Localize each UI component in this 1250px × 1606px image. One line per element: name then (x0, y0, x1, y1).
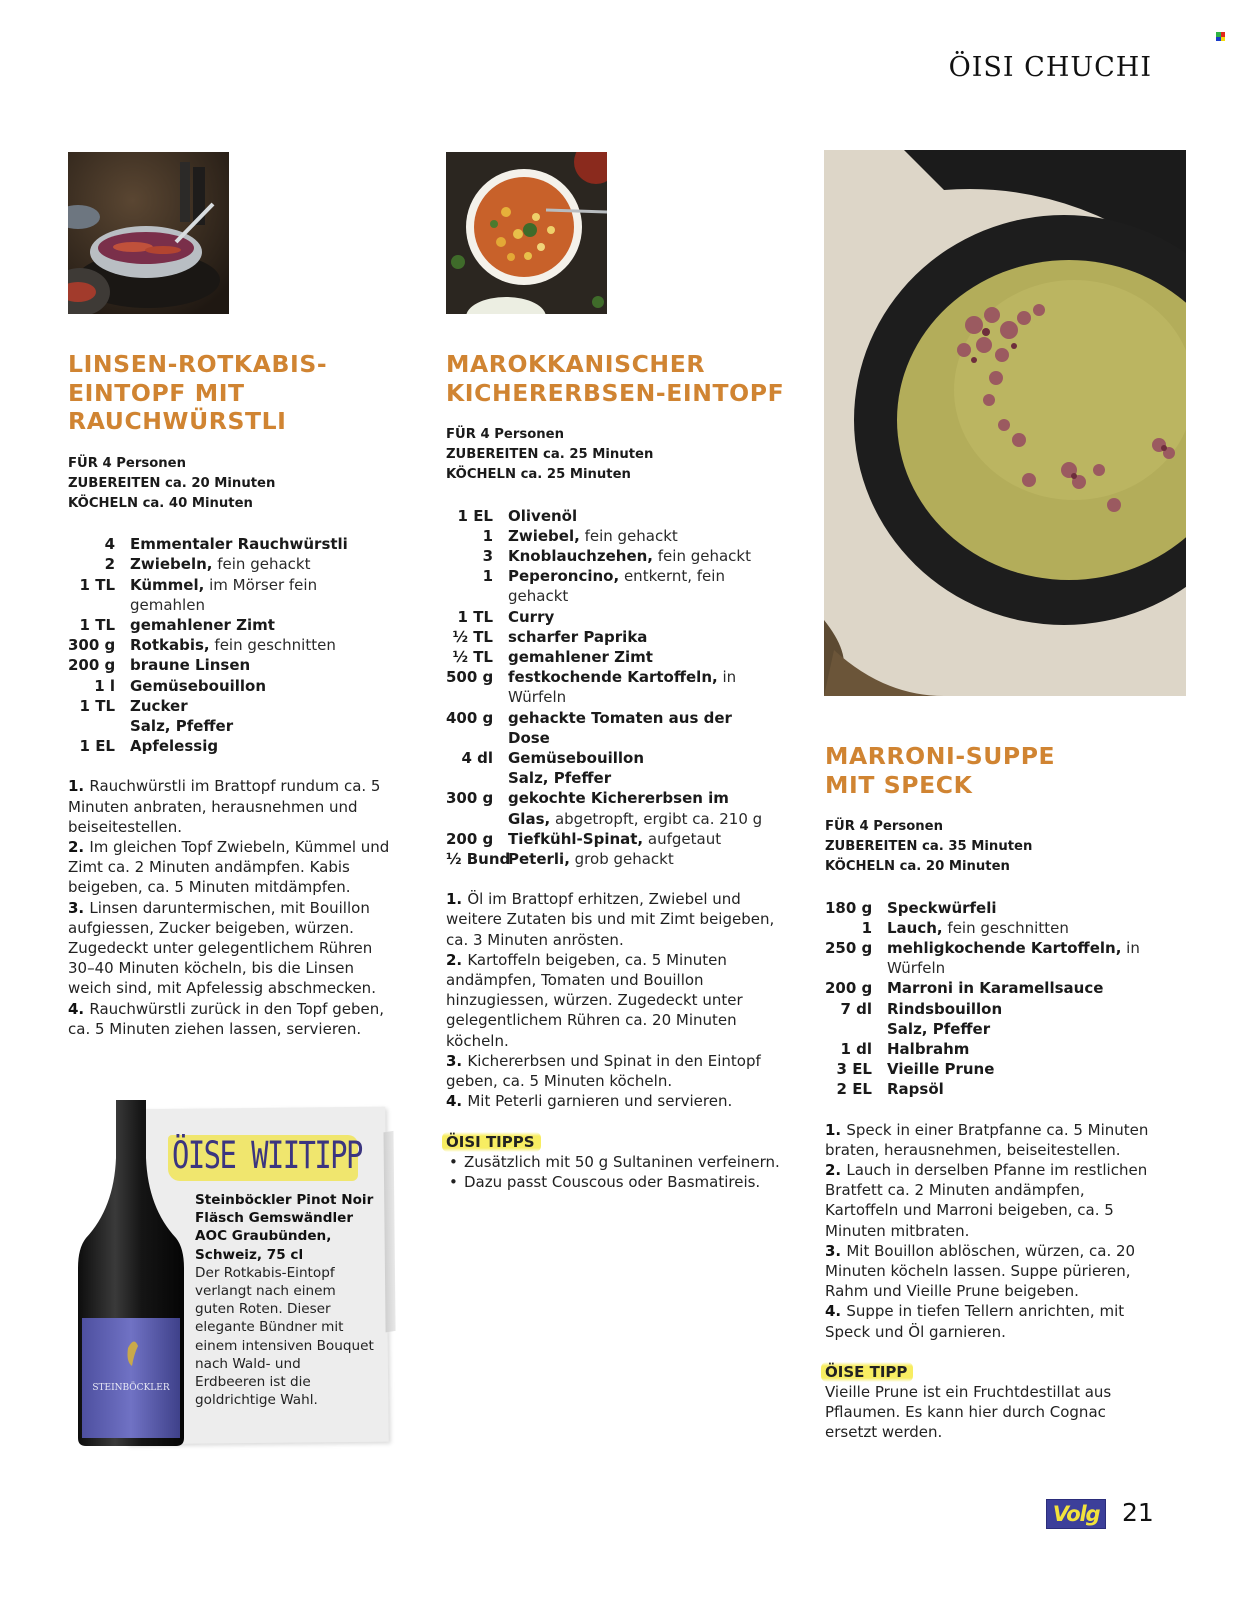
title-line: MIT SPECK (825, 770, 973, 799)
ingredient-text: festkochende Kartoffeln, in Würfeln (508, 668, 737, 707)
ingredient-row (68, 716, 368, 736)
ingredient-row (446, 627, 776, 647)
prep-time: ZUBEREITEN ca. 20 Minuten (68, 475, 276, 491)
cook-time: KÖCHELN ca. 25 Minuten (446, 467, 631, 483)
recipe-meta (68, 454, 428, 515)
ingredient-quantity: 1 EL (79, 737, 115, 756)
red-cabbage-stew-pan-icon (68, 152, 229, 314)
ingredient-quantity: 250 g (825, 939, 873, 958)
ingredient-text: braune Linsen (130, 656, 251, 675)
step-item: 4. Mit Peterli garnieren und servieren. (446, 1092, 733, 1111)
recipe-marroni-suppe (825, 742, 1185, 1443)
ingredient-row (446, 849, 776, 869)
ingredient-row (446, 546, 776, 566)
ingredient-text: Vieille Prune (887, 1060, 995, 1079)
page-number: 21 (1122, 1498, 1154, 1527)
ingredient-quantity: 1 TL (457, 607, 493, 626)
ingredient-row (68, 615, 368, 635)
ingredient-row (446, 829, 776, 849)
cook-time: KÖCHELN ca. 20 Minuten (825, 859, 1010, 875)
title-line: EINTOPF MIT (68, 378, 245, 407)
wine-tip-heading: ÖISE WIITIPP (172, 1134, 362, 1177)
prep-time: ZUBEREITEN ca. 25 Minuten (446, 447, 654, 463)
step-item: 1. Öl im Brattopf erhitzen, Zwiebel und weitere Zutaten bis und mit Zimt beigeben, ca. 3 Minuten anrösten. (446, 890, 775, 949)
ingredient-text: Curry (508, 607, 555, 626)
title-line: MARRONI-SUPPE (825, 742, 1056, 770)
step-item: 2. Im gleichen Topf Zwiebeln, Kümmel und Zimt ca. 2 Minuten andämpfen. Kabis beigeben, ca. 5 Minuten mitdämpfen. (68, 837, 390, 897)
ingredient-quantity: 300 g (446, 789, 494, 808)
tip-text: Vieille Prune ist ein Fruchtdestillat aus Pflaumen. Es kann hier durch Cognac ersetzt werden. (825, 1383, 1112, 1442)
tip-item: • Zusätzlich mit 50 g Sultaninen verfeinern. (446, 1152, 806, 1172)
cook-time: KÖCHELN ca. 40 Minuten (68, 495, 253, 511)
ingredient-row (446, 506, 776, 526)
ingredient-text: gehackte Tomaten aus der Dose (508, 708, 732, 747)
ingredient-quantity: 1 TL (79, 575, 115, 594)
ingredient-quantity: 180 g (825, 898, 873, 917)
ingredient-text: Apfelessig (130, 737, 219, 756)
step-item: 4. Rauchwürstli zurück in den Topf geben, ca. 5 Minuten ziehen lassen, servieren. (68, 999, 385, 1038)
recipe-linsen-rotkabis (68, 350, 428, 1039)
step-item: 2. Lauch in derselben Pfanne im restlichen Bratfett ca. 2 Minuten andämpfen, Kartoffeln und Marroni beigeben, ca. 5 Minuten mitbraten. (825, 1161, 1148, 1240)
photo-marroni-suppe (824, 150, 1186, 696)
step-item: 3. Linsen daruntermischen, mit Bouillon aufgiessen, Zucker beigeben, würzen. Zugedeckt unter gelegentlichem Rühren 30–40 Minuten köcheln, bis die Linsen weich sind, mit Apfelessig abschmecken. (68, 898, 376, 998)
ingredient-text: Kümmel, im Mörser fein gemahlen (130, 575, 318, 614)
ingredient-text: Rotkabis, fein geschnitten (130, 636, 336, 655)
step-item: 3. Kichererbsen und Spinat in den Eintopf geben, ca. 5 Minuten köcheln. (446, 1051, 761, 1091)
ingredient-row (446, 768, 776, 788)
step-item: 3. Mit Bouillon ablöschen, würzen, ca. 20 Minuten köcheln lassen. Suppe pürieren, Rahm und Vieille Prune beigeben. (825, 1241, 1136, 1301)
wine-bottle-image (76, 1098, 186, 1448)
bottle-label-text: STEINBÖCKLER (92, 1383, 170, 1393)
ingredient-quantity: 7 dl (840, 999, 872, 1018)
section-title: ÖISI CHUCHI (948, 52, 1152, 83)
servings: FÜR 4 Personen (446, 427, 564, 442)
ingredient-quantity (68, 716, 130, 736)
ingredient-row (825, 978, 1155, 998)
ingredient-row (68, 736, 368, 756)
title-line: LINSEN-ROTKABIS- (68, 350, 328, 378)
ingredient-text: Zwiebel, fein gehackt (508, 526, 678, 545)
step-list (446, 889, 786, 1111)
ingredient-row (825, 1039, 1155, 1059)
ingredient-quantity: 2 EL (836, 1080, 872, 1099)
ingredient-list (825, 898, 1155, 1100)
ingredient-quantity: 1 (482, 526, 493, 545)
ingredient-row (825, 918, 1155, 938)
tips-box (446, 1132, 806, 1193)
ingredient-quantity: 2 (104, 555, 115, 574)
ingredient-quantity: 200 g (825, 979, 873, 998)
ingredient-quantity: ½ Bund (446, 850, 511, 869)
wine-name-line: Fläsch Gemswändler (195, 1210, 354, 1227)
ingredient-quantity: 1 EL (457, 506, 493, 525)
ingredient-row (825, 1079, 1155, 1099)
wine-name (195, 1191, 375, 1264)
ingredient-row (446, 566, 776, 606)
ingredient-text: gemahlener Zimt (130, 615, 275, 634)
ingredient-quantity: ½ TL (452, 627, 493, 646)
volg-logo (1046, 1499, 1106, 1529)
ingredient-text: Olivenöl (508, 506, 578, 525)
ingredient-text: mehligkochende Kartoffeln, in Würfeln (887, 939, 1140, 978)
step-item: 1. Speck in einer Bratpfanne ca. 5 Minuten braten, herausnehmen, beiseitestellen. (825, 1120, 1149, 1159)
ingredient-quantity: 1 TL (79, 615, 115, 634)
ingredient-text: Speckwürfeli (887, 898, 997, 917)
ingredient-row (825, 999, 1155, 1019)
tip-box (825, 1362, 1125, 1443)
ingredient-text: Marroni in Karamellsauce (887, 979, 1104, 998)
color-registration-mark (1216, 32, 1225, 41)
tip-item: • Dazu passt Couscous oder Basmatireis. (446, 1172, 806, 1192)
ingredient-quantity: 500 g (446, 668, 494, 687)
ingredient-text: Salz, Pfeffer (508, 769, 612, 788)
wine-name-line: Schweiz, 75 cl (195, 1246, 304, 1263)
ingredient-text: Halbrahm (887, 1040, 970, 1059)
title-line: KICHERERBSEN-EINTOPF (446, 378, 785, 407)
ingredient-text: scharfer Paprika (508, 627, 648, 646)
ingredient-row (446, 788, 776, 828)
wine-name-line: AOC Graubünden, (195, 1228, 332, 1245)
wine-tip-text (195, 1191, 375, 1409)
wine-name-line: Steinböckler Pinot Noir (195, 1192, 374, 1208)
ingredient-row (825, 1059, 1155, 1079)
ingredient-quantity: 3 (482, 547, 493, 566)
ingredient-text: Gemüsebouillon (130, 676, 267, 695)
title-line: RAUCHWÜRSTLI (68, 407, 287, 435)
ingredient-quantity: ½ TL (452, 648, 493, 667)
ingredient-row (68, 575, 368, 615)
ingredient-quantity: 200 g (68, 656, 116, 675)
tips-label: ÖISI TIPPS (442, 1132, 541, 1152)
ingredient-quantity: 3 EL (836, 1060, 872, 1079)
ingredient-row (68, 554, 368, 574)
ingredient-quantity: 1 (861, 918, 872, 937)
photo-linsen-eintopf (68, 152, 229, 314)
step-item: 4. Suppe in tiefen Tellern anrichten, mit Speck und Öl garnieren. (825, 1302, 1125, 1341)
ingredient-text: Peperoncino, entkernt, fein gehackt (508, 567, 725, 606)
ingredient-row (68, 635, 368, 655)
ingredient-row (446, 607, 776, 627)
ingredient-row (68, 534, 368, 554)
ingredient-text: Salz, Pfeffer (130, 716, 234, 735)
ingredient-row (68, 655, 368, 675)
wine-description: Der Rotkabis-Eintopf verlangt nach einem guten Roten. Dieser elegante Bündner mit einem intensiven Bouquet nach Wald- und Erdbeeren ist die goldrichtige Wahl. (195, 1264, 374, 1409)
ingredient-text: Rapsöl (887, 1080, 944, 1099)
tip-label: ÖISE TIPP (821, 1362, 913, 1382)
ingredient-text: Rindsbouillon (887, 999, 1003, 1018)
ingredient-row (825, 898, 1155, 918)
ingredient-text: Gemüsebouillon (508, 749, 645, 768)
step-list (825, 1120, 1155, 1342)
recipe-title (825, 742, 1185, 799)
ingredient-text: Emmentaler Rauchwürstli (130, 535, 348, 554)
prep-time: ZUBEREITEN ca. 35 Minuten (825, 839, 1033, 855)
title-line: MAROKKANISCHER (446, 350, 706, 378)
step-item: 2. Kartoffeln beigeben, ca. 5 Minuten andämpfen, Tomaten und Bouillon hinzugiessen, würzen. Zugedeckt unter gelegentlichem Rühren ca. 20 Minuten köcheln. (446, 950, 743, 1050)
ingredient-quantity: 1 (482, 567, 493, 586)
ingredient-row (446, 667, 776, 707)
chestnut-soup-bowl-icon (824, 150, 1186, 696)
ingredient-text: gemahlener Zimt (508, 648, 653, 667)
ingredient-row (446, 526, 776, 546)
ingredient-row (68, 696, 368, 716)
recipe-kichererbsen (446, 350, 806, 1192)
servings: FÜR 4 Personen (825, 819, 943, 834)
chickpea-stew-bowl-icon (446, 152, 607, 314)
ingredient-quantity: 4 dl (461, 749, 493, 768)
ingredient-text: gekochte Kichererbsen im Glas, abgetropft, ergibt ca. 210 g (508, 789, 763, 828)
ingredient-text: Zwiebeln, fein gehackt (130, 555, 311, 574)
ingredient-list (68, 534, 368, 756)
ingredient-row (825, 1019, 1155, 1039)
ingredient-quantity: 300 g (68, 636, 116, 655)
photo-kichererbsen-eintopf (446, 152, 607, 314)
ingredient-list (446, 506, 776, 870)
servings: FÜR 4 Personen (68, 455, 186, 471)
ingredient-row (446, 647, 776, 667)
ingredient-quantity: 1 l (94, 676, 115, 695)
ingredient-row (68, 676, 368, 696)
step-list (68, 776, 398, 1039)
recipe-meta (825, 817, 1185, 878)
ingredient-quantity (446, 768, 508, 788)
ingredient-row (825, 938, 1155, 978)
wine-bottle-icon (76, 1098, 186, 1448)
ingredient-text: Knoblauchzehen, fein gehackt (508, 547, 751, 566)
ingredient-text: Zucker (130, 696, 188, 715)
ingredient-quantity: 1 dl (840, 1040, 872, 1059)
ingredient-row (446, 748, 776, 768)
ingredient-row (446, 708, 776, 748)
tips-list (446, 1152, 806, 1192)
recipe-title (446, 350, 806, 407)
ingredient-quantity: 400 g (446, 708, 494, 727)
ingredient-text: Peterli, grob gehackt (508, 850, 674, 869)
recipe-title (68, 350, 428, 436)
ingredient-quantity: 1 TL (79, 696, 115, 715)
ingredient-quantity: 4 (104, 535, 115, 554)
ingredient-quantity (825, 1019, 887, 1039)
ingredient-text: Lauch, fein geschnitten (887, 918, 1069, 937)
ingredient-text: Salz, Pfeffer (887, 1019, 991, 1038)
logo-text: Volg (1052, 1502, 1100, 1526)
ingredient-quantity: 200 g (446, 829, 494, 848)
recipe-meta (446, 425, 806, 486)
step-item: 1. Rauchwürstli im Brattopf rundum ca. 5 Minuten anbraten, herausnehmen und beiseitestellen. (68, 777, 381, 836)
ingredient-text: Tiefkühl-Spinat, aufgetaut (508, 829, 722, 848)
